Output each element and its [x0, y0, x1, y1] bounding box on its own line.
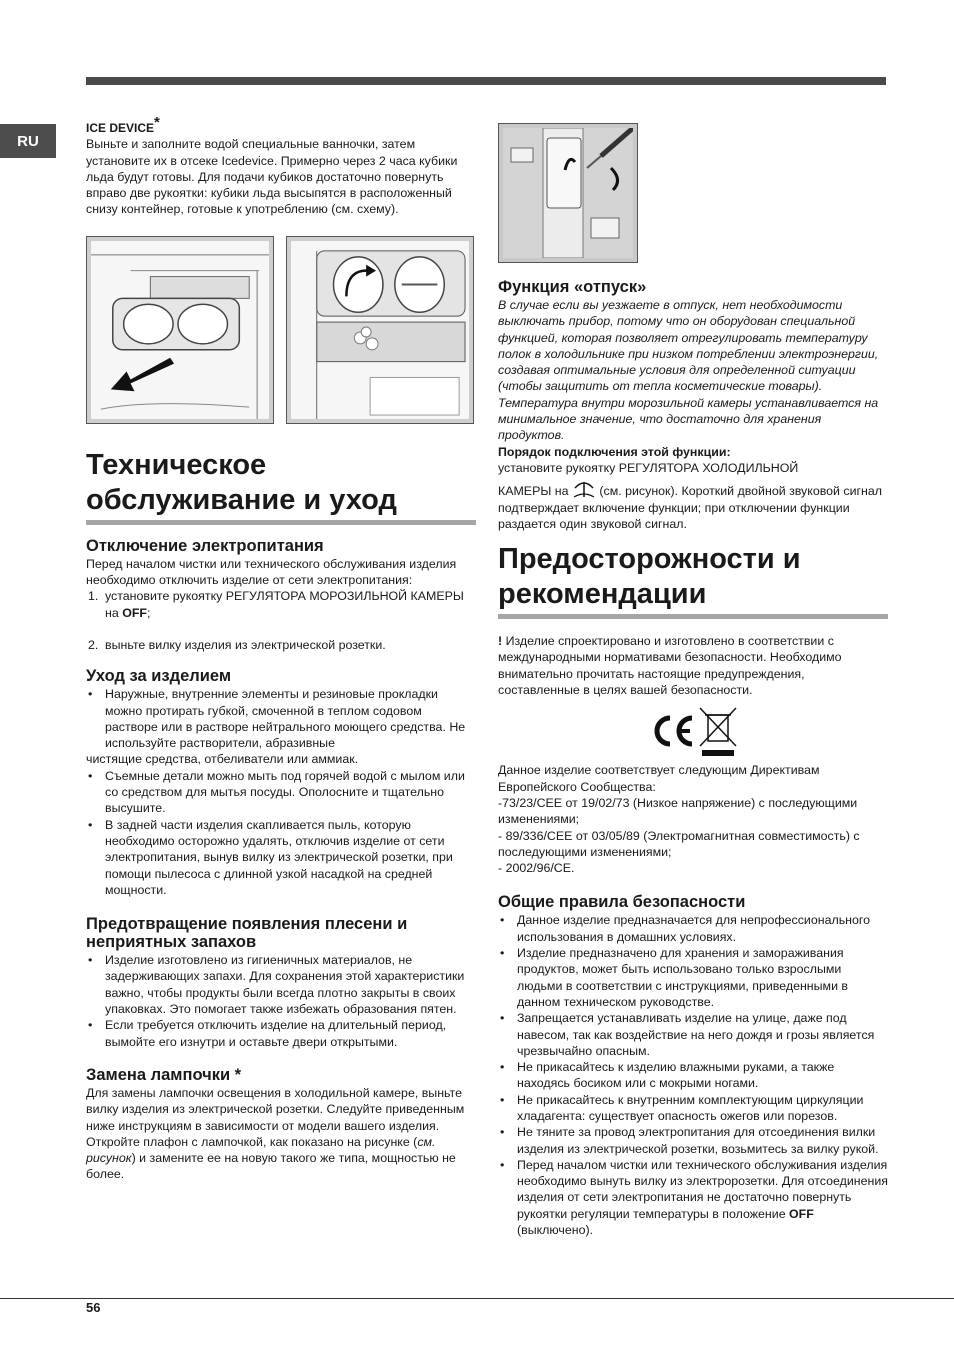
ice-tray-figure: [86, 236, 274, 424]
care-heading: Уход за изделием: [86, 667, 232, 686]
top-rule: [86, 77, 886, 85]
list-item: • Не тяните за провод электропитания для отсоединения вилки изделия из электрической розетки, возьмитесь за вилку рукой.: [498, 1124, 888, 1157]
power-off-intro: Перед началом чистки или технического обслуживания изделия необходимо отключить изделие от сети электропитания:: [86, 556, 457, 588]
list-item: • Если требуется отключить изделие на длительный период, вымойте его изнутри и оставьте двери открытыми.: [86, 1017, 476, 1050]
list-item: • Изделие изготовлено из гигиеничных материалов, не задерживающих запахи. Для сохранения этой характеристики важно, чтобы продукты были всегда плотно закрыты в своих упаковках. Это помогает также избежать образования пятен.: [86, 952, 476, 1017]
directive-1: -73/23/CEE от 19/02/73 (Низкое напряжение) с последующими изменениями;: [498, 795, 858, 827]
directive-2: - 89/336/CEE от 03/05/89 (Электромагнитная совместимость) с последующими изменениями;: [498, 828, 860, 859]
ice-tray-icon: [91, 241, 269, 419]
list-item: • Съемные детали можно мыть под горячей водой с мылом или со средством для мытья посуды. Ополосните и тщательно высушите.: [86, 768, 476, 817]
ice-knobs-icon: [291, 241, 469, 419]
list-item: • В задней части изделия скапливается пыль, которую необходимо осторожно удалять, отключив изделие от сети электропитания, вынув вилку из электрической розетки, при помощи пылесоса с длинной узкой насадкой на средней мощности.: [86, 817, 476, 898]
precautions-heading: Предосторожности и рекомендации: [498, 542, 888, 619]
care-list: [86, 686, 476, 898]
vacation-procedure-title: Порядок подключения этой функции:: [498, 444, 731, 459]
list-item: • Запрещается устанавливать изделие на улице, даже под навесом, так как воздействие на него дождя и грозы является чрезвычайно опасным.: [498, 1010, 888, 1059]
lamp-text: Для замены лампочки освещения в холодильной камере, выньте вилку изделия из электрической розетки. Следуйте приведенным ниже инструкциям в зависимости от модели вашего изделия. Откройте плафон с лампочкой, как показано на рисунке (см. рисунок) и замените ее на новую такого же типа, мощностью не более.: [86, 1085, 465, 1182]
mold-heading: Предотвращение появления плесени и неприятных запахов: [86, 915, 408, 952]
mold-list: [86, 952, 476, 1050]
vacation-heading: Функция «отпуск»: [498, 278, 647, 296]
lamp-heading: Замена лампочки *: [86, 1065, 242, 1084]
ice-knobs-figure: [286, 236, 474, 424]
list-item: • Не прикасайтесь к изделию влажными руками, а также находясь босиком или с мокрыми ногами.: [498, 1059, 888, 1092]
vacation-icon: [572, 478, 596, 498]
ice-device-heading: ICE DEVICE*: [86, 114, 160, 135]
page-number: 56: [86, 1300, 101, 1315]
vacation-text: В случае если вы уезжаете в отпуск, нет необходимости выключать прибор, потому что он оборудован специальной функцией, которая позволяет отрегулировать температуру полок в холодильнике при низком потреблении электроэнергии, создавая оптимальные условия для определенной ситуации (чтобы защитить от тепла косметические товары). Температура внутри морозильной камеры устанавливается на минимальное значение, что достаточно для хранения продуктов.: [498, 298, 879, 443]
language-tab: RU: [0, 124, 56, 158]
list-item: • Не прикасайтесь к внутренним комплектующим циркуляции хладагента: существует опасность ожегов или порезов.: [498, 1092, 888, 1125]
crossed-bin-icon: [696, 706, 740, 758]
right-column: [498, 278, 888, 1238]
left-column: [86, 114, 476, 1183]
ce-mark-icon: [646, 706, 696, 756]
maintenance-heading: Техническое обслуживание и уход: [86, 448, 476, 525]
precautions-intro: ! Изделие спроектировано и изготовлено в соответствии с международными нормативами безопасности. Необходимо внимательно прочитать настоящие предупреждения, составленные в целях вашей безопасности.: [498, 634, 842, 698]
directive-3: - 2002/96/CE.: [498, 861, 575, 876]
vacation-procedure-1: установите рукоятку РЕГУЛЯТОРА ХОЛОДИЛЬНОЙ: [498, 460, 799, 475]
safety-list: [498, 912, 888, 1238]
list-item-continued: чистящие средства, отбеливатели или аммиак.: [86, 752, 359, 767]
safety-heading: Общие правила безопасности: [498, 893, 746, 912]
power-off-heading: Отключение электропитания: [86, 536, 324, 555]
list-item: • Данное изделие предназначается для непрофессионального использования в домашних условиях.: [498, 912, 888, 945]
list-item: • Перед началом чистки или технического обслуживания изделия необходимо вынуть вилку из электророзетки. Для отсоединения изделия от сети электропитания не достаточно повернуть рукоятки регуляции температуры в положение OFF (выключено).: [498, 1157, 888, 1238]
vacation-procedure-2: КАМЕРЫ на (см. рисунок). Короткий двойной звуковой сигнал подтверждает включение функции; при отключении функции раздается один звуковой сигнал.: [498, 478, 888, 532]
lamp-cover-figure: [498, 123, 638, 263]
power-step-1: 1. установите рукоятку РЕГУЛЯТОРА МОРОЗИЛЬНОЙ КАМЕРЫ на OFF;: [88, 589, 464, 620]
ice-device-text: Выньте и заполните водой специальные ванночки, затем установите их в отсеке Icedevice. Примерно через 2 часа кубики льда будут готовы. Для подачи кубиков достаточно повернуть вправо две рукоятки: кубики льда высыпятся в расположенный снизу контейнер, готовые к употреблению (см. схему).: [86, 137, 458, 217]
list-item: • Наружные, внутренние элементы и резиновые прокладки можно протирать губкой, смоченной в теплом содовом растворе или в растворе нейтрального моющего средства. Не используйте растворители, абразивные: [86, 686, 476, 751]
certification-marks: [498, 706, 888, 756]
directives-text: Данное изделие соответствует следующим Директивам Европейского Сообщества:: [498, 763, 820, 794]
ice-device-figures: [86, 236, 476, 424]
power-step-2: 2. выньте вилку изделия из электрической розетки.: [88, 637, 386, 652]
footer-rule: [0, 1298, 954, 1299]
list-item: • Изделие предназначено для хранения и замораживания продуктов, может быть использовано только взрослыми людьми в соответствии с инструкциями, приведенными в данном техническом руководстве.: [498, 945, 888, 1010]
lamp-cover-icon: [503, 128, 633, 258]
